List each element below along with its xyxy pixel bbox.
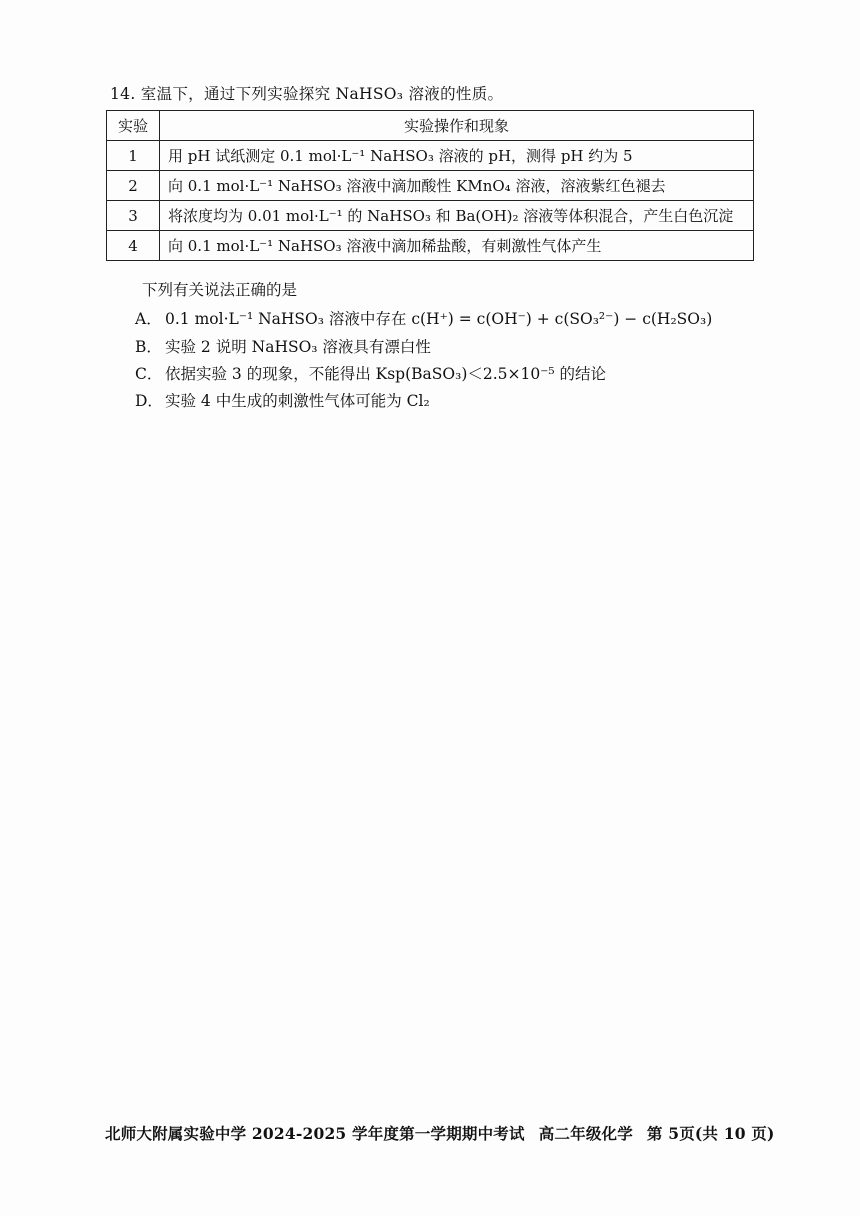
- experiment-number: 3: [107, 201, 160, 231]
- option-b: [135, 335, 431, 357]
- option-a: [135, 307, 712, 329]
- experiment-description: 向 0.1 mol·L⁻¹ NaHSO₃ 溶液中滴加稀盐酸，有刺激性气体产生: [160, 231, 754, 261]
- page-footer: [105, 1122, 789, 1144]
- option-letter: B．: [135, 338, 162, 356]
- experiment-table: [106, 110, 754, 261]
- option-d: [135, 389, 430, 411]
- option-text: 依据实验 3 的现象，不能得出 Ksp(BaSO₃)＜2.5×10⁻⁵ 的结论: [165, 365, 607, 383]
- option-text: 实验 4 中生成的刺激性气体可能为 Cl₂: [165, 392, 430, 410]
- option-letter: D．: [135, 392, 163, 410]
- footer-page-number: 第 5页(共 10 页): [646, 1124, 775, 1143]
- option-c: [135, 362, 606, 384]
- option-letter: A．: [135, 310, 162, 328]
- experiment-number: 1: [107, 141, 160, 171]
- table-row: [107, 231, 754, 261]
- column-header-operation: 实验操作和现象: [160, 111, 754, 141]
- experiment-number: 2: [107, 171, 160, 201]
- table-header-row: [107, 111, 754, 141]
- option-text: 0.1 mol·L⁻¹ NaHSO₃ 溶液中存在 c(H⁺) = c(OH⁻) + c(SO₃²⁻) − c(H₂SO₃): [165, 310, 713, 328]
- experiment-description: 向 0.1 mol·L⁻¹ NaHSO₃ 溶液中滴加酸性 KMnO₄ 溶液，溶液紫红色褪去: [160, 171, 754, 201]
- footer-subject: 高二年级化学: [538, 1124, 633, 1143]
- option-text: 实验 2 说明 NaHSO₃ 溶液具有漂白性: [165, 338, 431, 356]
- option-letter: C．: [135, 365, 163, 383]
- question-title: 14. 室温下，通过下列实验探究 NaHSO₃ 溶液的性质。: [110, 85, 504, 103]
- column-header-experiment: 实验: [107, 111, 160, 141]
- experiment-description: 用 pH 试纸测定 0.1 mol·L⁻¹ NaHSO₃ 溶液的 pH，测得 pH 约为 5: [160, 141, 754, 171]
- experiment-number: 4: [107, 231, 160, 261]
- experiment-description: 将浓度均为 0.01 mol·L⁻¹ 的 NaHSO₃ 和 Ba(OH)₂ 溶液等体积混合，产生白色沉淀: [160, 201, 754, 231]
- question-stem: 下列有关说法正确的是: [142, 281, 298, 299]
- table-row: [107, 141, 754, 171]
- table-row: [107, 171, 754, 201]
- footer-school: 北师大附属实验中学 2024-2025 学年度第一学期期中考试: [105, 1124, 525, 1143]
- table-row: [107, 201, 754, 231]
